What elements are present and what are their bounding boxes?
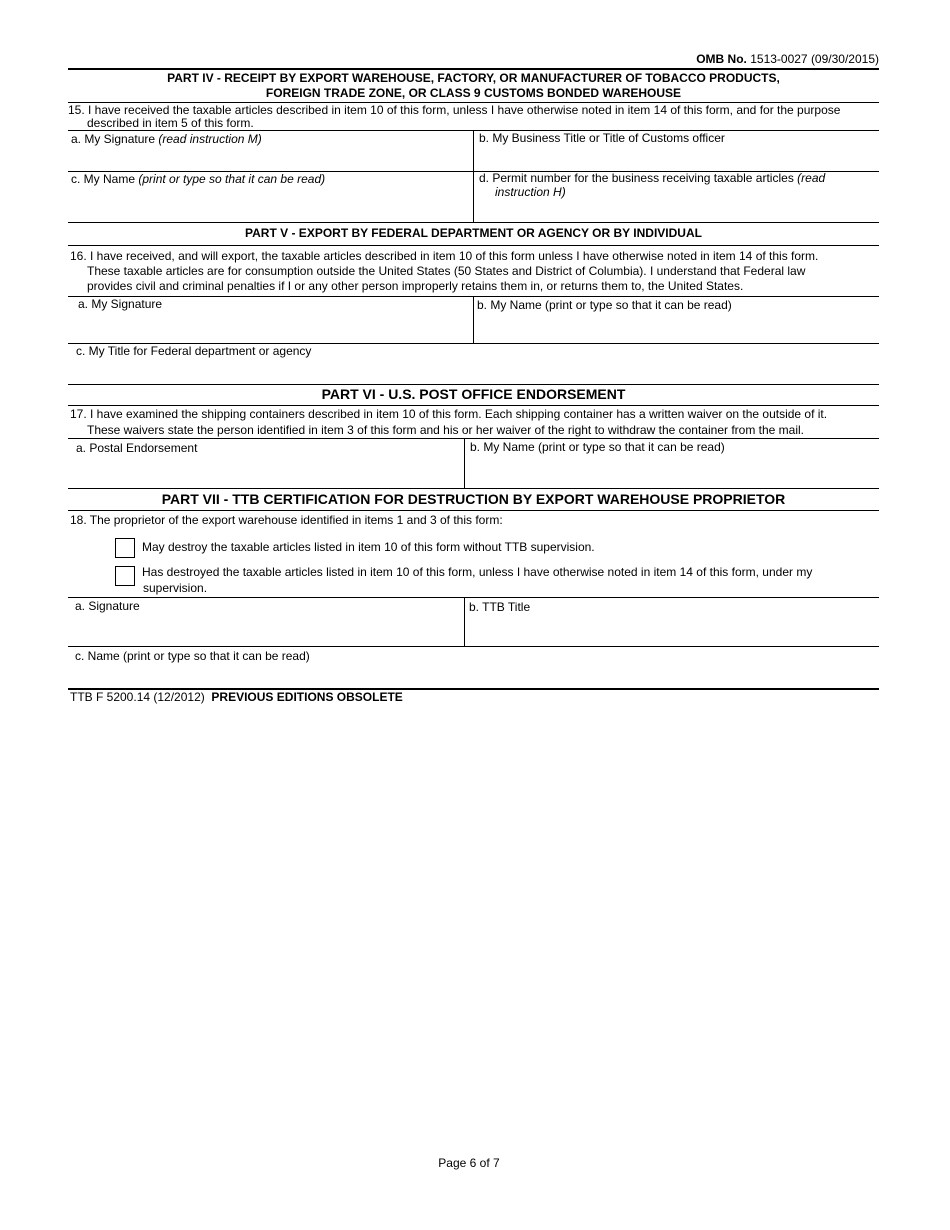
option1-label: May destroy the taxable articles listed in item 10 of this form without TTB supervision.: [142, 540, 595, 554]
item16-text-line1: 16. I have received, and will export, the taxable articles described in item 10 of this form unless I have otherwise noted in item 14 of this form.: [70, 249, 819, 263]
postal-endorsement-field[interactable]: [76, 441, 460, 485]
part5-signature-field[interactable]: [78, 297, 468, 341]
part5-title: PART V - EXPORT BY FEDERAL DEPARTMENT OR AGENCY OR BY INDIVIDUAL: [245, 226, 702, 240]
form-footer: [70, 690, 403, 704]
column-divider: [464, 597, 465, 646]
part4-title-line2: FOREIGN TRADE ZONE, OR CLASS 9 CUSTOMS BONDED WAREHOUSE: [265, 86, 682, 100]
divider: [68, 405, 879, 406]
omb-value: 1513-0027 (09/30/2015): [750, 52, 879, 66]
field-note: (print or type so that it can be read): [138, 172, 326, 186]
item15-text-line1: 15. I have received the taxable articles described in item 10 of this form, unless I have otherwise noted in item 14 of this form, and for the purpose: [68, 103, 841, 117]
obsolete-notice: PREVIOUS EDITIONS OBSOLETE: [211, 690, 403, 704]
divider: [68, 646, 879, 647]
ttb-title-field[interactable]: [469, 600, 875, 644]
field-label: b. My Name (print or type so that it can be read): [477, 298, 732, 312]
divider: [68, 384, 879, 385]
item16-text-line2: These taxable articles are for consumption outside the United States (50 States and District of Columbia). I understand that Federal law: [87, 264, 806, 278]
option2-label-line1: Has destroyed the taxable articles listed in item 10 of this form, unless I have otherwise noted in item 14 of this form, under my: [142, 565, 813, 579]
divider: [68, 245, 879, 246]
field-label: b. My Name (print or type so that it can be read): [470, 440, 725, 454]
part7-signature-field[interactable]: [75, 599, 460, 643]
part4-business-title-field[interactable]: [479, 131, 875, 169]
field-note: instruction H): [495, 185, 566, 199]
field-note: (read instruction M): [158, 132, 262, 146]
part4-title-line1: PART IV - RECEIPT BY EXPORT WAREHOUSE, FACTORY, OR MANUFACTURER OF TOBACCO PRODUCTS,: [167, 71, 780, 85]
field-label: c. My Title for Federal department or agency: [76, 344, 312, 358]
field-label: a. Postal Endorsement: [76, 441, 198, 455]
option2-label-line2: supervision.: [143, 581, 208, 595]
column-divider: [473, 130, 474, 222]
divider: [68, 488, 879, 489]
part4-permit-number-field[interactable]: [479, 171, 875, 219]
part7-title: PART VII - TTB CERTIFICATION FOR DESTRUCTION BY EXPORT WAREHOUSE PROPRIETOR: [161, 491, 786, 507]
field-label: c. Name (print or type so that it can be read): [75, 649, 310, 663]
part4-signature-field[interactable]: [71, 132, 469, 170]
field-note: (read: [797, 171, 826, 185]
item15-text-line2: described in item 5 of this form.: [87, 116, 254, 130]
destroyed-under-supervision-checkbox[interactable]: [115, 566, 135, 586]
part4-name-field[interactable]: [71, 172, 469, 220]
column-divider: [464, 438, 465, 488]
column-divider: [473, 296, 474, 343]
divider: [68, 597, 879, 598]
field-label: a. Signature: [75, 599, 140, 613]
field-label: b. My Business Title or Title of Customs officer: [479, 131, 725, 145]
form-id: TTB F 5200.14 (12/2012): [70, 690, 205, 704]
part6-title: PART VI - U.S. POST OFFICE ENDORSEMENT: [321, 386, 626, 402]
field-label: a. My Signature: [71, 132, 156, 146]
item17-text-line2: These waivers state the person identified in item 3 of this form and his or her waiver of the right to withdraw the container from the mail.: [87, 423, 805, 437]
part5-title-field[interactable]: [76, 344, 876, 380]
part6-name-field[interactable]: [470, 440, 875, 484]
field-label: d. Permit number for the business receiving taxable articles: [479, 171, 794, 185]
destroy-without-supervision-checkbox[interactable]: [115, 538, 135, 558]
divider: [68, 222, 879, 223]
field-label: c. My Name: [71, 172, 136, 186]
field-label: b. TTB Title: [469, 600, 531, 614]
divider: [68, 68, 879, 70]
omb-number: [696, 52, 879, 66]
item17-text-line1: 17. I have examined the shipping containers described in item 10 of this form. Each shipping container has a written waiver on the outside of it.: [70, 407, 828, 421]
part7-name-field[interactable]: [75, 649, 875, 685]
divider: [68, 510, 879, 511]
page-number: Page 6 of 7: [438, 1156, 500, 1170]
omb-label: OMB No.: [696, 52, 747, 66]
field-label: a. My Signature: [78, 297, 163, 311]
item16-text-line3: provides civil and criminal penalties if I or any other person improperly retains them in, or returns them to, the United States.: [87, 279, 744, 293]
divider: [68, 438, 879, 439]
part5-name-field[interactable]: [477, 298, 875, 342]
item18-text: 18. The proprietor of the export warehouse identified in items 1 and 3 of this form:: [70, 513, 503, 527]
